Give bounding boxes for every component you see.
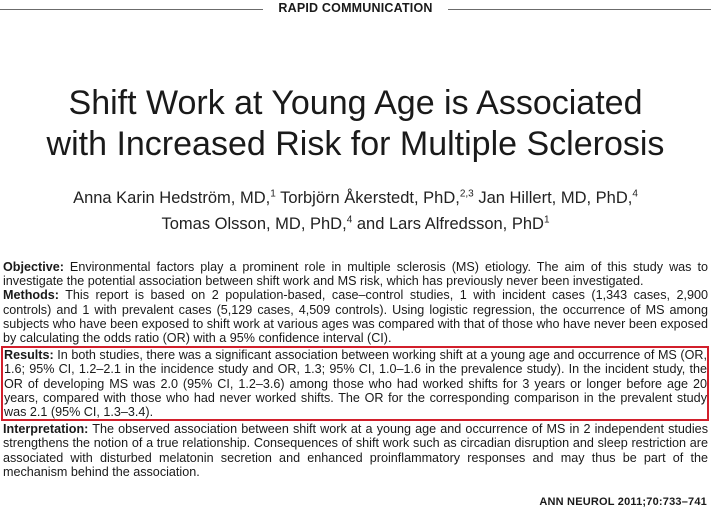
abstract-objective <box>3 260 708 288</box>
author-line-1 <box>0 185 711 211</box>
interpretation-text: The observed association between shift work at a young age and occurrence of MS in 2 independent studies strengthens the notion of a true relationship. Consequences of shift work such as circadian disruption and sleep restriction are associated with disturbed melatonin secretion and enhanced proinflammatory responses and may thus be part of the mechanism behind the association. <box>3 422 708 479</box>
title-line-2: with Increased Risk for Multiple Sclerosis <box>46 125 665 163</box>
journal-citation: ANN NEUROL 2011;70:733–741 <box>539 496 707 508</box>
author-alfredsson: and Lars Alfredsson, PhD <box>356 215 544 233</box>
methods-label: Methods: <box>3 288 59 303</box>
affiliation-sup: 4 <box>346 214 353 226</box>
objective-label: Objective: <box>3 260 64 274</box>
author-list <box>0 185 711 237</box>
author-olsson: Tomas Olsson, MD, PhD, <box>161 215 347 233</box>
results-highlight-box <box>1 346 709 421</box>
article-title <box>0 83 711 165</box>
author-line-2 <box>0 211 711 237</box>
author-hedstrom: Anna Karin Hedström, MD, <box>73 189 271 207</box>
results-text: In both studies, there was a significant association between working shift at a young age and occurrence of MS (OR, 1.6; 95% CI, 1.2–2.1 in the incidence study and OR, 1.3; 95% CI, 1.0–1.6 in the prevalence study). In the incident study, the OR of developing MS was 2.0 (95% CI, 1.2–3.6) among those who had worked shifts for 3 years or longer before age 20 years, compared with those who had never worked shifts. The OR for the corresponding comparison in the prevalent study was 2.1 (95% CI, 1.3–3.4). <box>4 348 707 420</box>
objective-text: Environmental factors play a prominent role in multiple sclerosis (MS) etiology. The aim of this study was to investigate the potential association between shift work and MS risk, which has previously never been investigated. <box>3 260 709 289</box>
affiliation-sup: 2,3 <box>459 188 474 200</box>
abstract <box>3 260 708 479</box>
header-rule-right <box>448 9 711 10</box>
author-hillert: Jan Hillert, MD, PhD, <box>478 189 633 207</box>
results-label: Results: <box>4 348 54 363</box>
author-akerstedt: Torbjörn Åkerstedt, PhD, <box>280 189 460 207</box>
interpretation-label: Interpretation: <box>3 422 89 437</box>
abstract-methods <box>3 288 708 345</box>
title-line-1: Shift Work at Young Age is Associated <box>68 84 643 122</box>
section-label: RAPID COMMUNICATION <box>278 1 433 15</box>
abstract-results <box>4 348 707 419</box>
affiliation-sup: 4 <box>632 188 638 200</box>
abstract-interpretation <box>3 422 708 479</box>
affiliation-sup: 1 <box>270 188 276 200</box>
header-rule-left <box>0 9 263 10</box>
affiliation-sup: 1 <box>543 214 550 226</box>
methods-text: This report is based on 2 population-based, case–control studies, 1 with incident cases (1,343 cases, 2,900 controls) and 1 with prevalent cases (5,129 cases, 4,509 controls). Using logistic regression, the occurrence of MS among subjects who have been exposed to shift work at various ages was compared with that of those who have never been exposed by calculating the odds ratio (OR) with a 95% confidence interval (CI). <box>3 288 708 346</box>
